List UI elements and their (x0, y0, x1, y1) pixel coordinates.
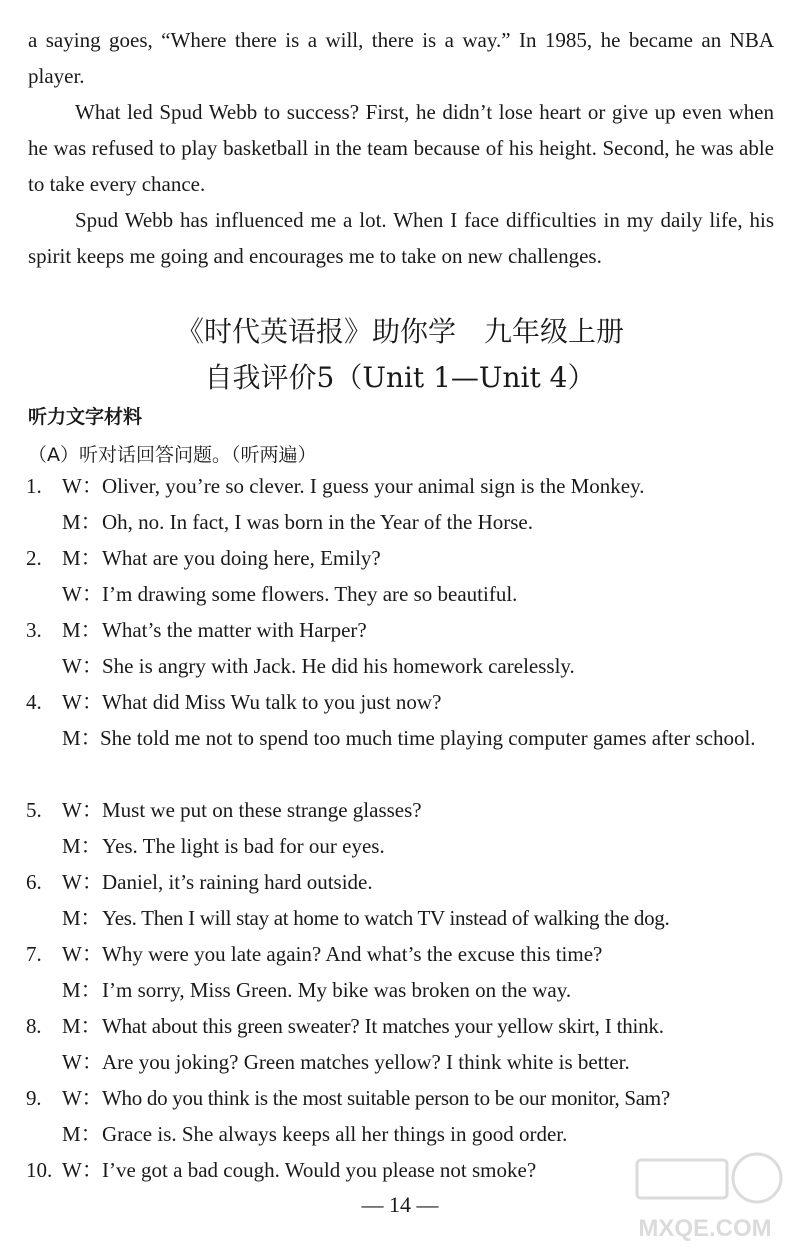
speaker-label: M： (62, 618, 102, 642)
dialogue-text: What about this green sweater? It matches your yellow skirt, I think. (102, 1014, 664, 1038)
dialogue-text: I’m drawing some flowers. They are so beautiful. (102, 582, 518, 606)
watermark-text: MXQE.COM (638, 1215, 772, 1242)
dialogue-line (26, 612, 367, 648)
dialogue-line (62, 720, 102, 756)
question-number: 4. (26, 690, 42, 714)
dialogue-text: Who do you think is the most suitable person to be our monitor, Sam? (102, 1086, 670, 1110)
speaker-label: M： (62, 510, 102, 534)
dialogue-line (62, 972, 571, 1008)
dialogue-line (26, 1152, 536, 1188)
dialogue-line (62, 1044, 630, 1080)
speaker-label: W： (62, 474, 103, 498)
speaker-label: W： (62, 1086, 103, 1110)
speaker-label: M： (62, 546, 102, 570)
dialogue-text: Why were you late again? And what’s the excuse this time? (102, 942, 603, 966)
watermark-box-icon (637, 1160, 727, 1198)
question-number: 8. (26, 1014, 42, 1038)
dialogue-line (26, 684, 441, 720)
dialogue-text: I’m sorry, Miss Green. My bike was broken on the way. (102, 978, 572, 1002)
speaker-label: W： (62, 1050, 103, 1074)
page-subtitle: 自我评价5（Unit 1—Unit 4） (204, 361, 596, 394)
question-number: 3. (26, 618, 42, 642)
speaker-label: M： (62, 978, 102, 1002)
dialogue-line (26, 1080, 670, 1116)
dialogue-text: Grace is. She always keeps all her things in good order. (102, 1122, 568, 1146)
question-number: 1. (26, 474, 42, 498)
dialogue-line (26, 468, 645, 504)
dialogue-line (26, 1008, 664, 1044)
dialogue-text: She is angry with Jack. He did his homework carelessly. (102, 654, 575, 678)
speaker-label: M： (62, 906, 102, 930)
question-number: 10. (26, 1158, 53, 1182)
speaker-label: W： (62, 1158, 103, 1182)
section-heading: 听力文字材料 (28, 406, 143, 428)
story-paragraph-3: Spud Webb has influenced me a lot. When I face difficulties in my daily life, his spirit keeps me going and encourages me to take on new challenges. (28, 208, 774, 268)
story-paragraph-1-continuation: a saying goes, “Where there is a will, there is a way.” In 1985, he became an NBA player. (28, 28, 774, 88)
dialogue-line (62, 576, 517, 612)
dialogue-text: What’s the matter with Harper? (102, 618, 367, 642)
speaker-label: W： (62, 798, 103, 822)
question-number: 6. (26, 870, 42, 894)
dialogue-line (62, 900, 669, 936)
story-paragraph-2: What led Spud Webb to success? First, he didn’t lose heart or give up even when he was refused to play basketball in the team because of his height. Second, he was able to take every chance. (28, 100, 774, 196)
page-title: 《时代英语报》助你学 九年级上册 (175, 315, 624, 348)
question-number: 9. (26, 1086, 42, 1110)
speaker-label: M： (62, 1122, 102, 1146)
dialogue-text: Are you joking? Green matches yellow? I think white is better. (102, 1050, 630, 1074)
dialogue-line (26, 864, 373, 900)
question-number: 5. (26, 798, 42, 822)
speaker-label: M： (62, 1014, 102, 1038)
watermark-circle-icon (733, 1154, 781, 1202)
speaker-label: W： (62, 942, 103, 966)
dialogue-text: I’ve got a bad cough. Would you please not smoke? (102, 1158, 537, 1182)
page-number: — 14 — (361, 1192, 439, 1217)
dialogue-line (62, 504, 533, 540)
speaker-label: M： (62, 726, 102, 750)
dialogue-line (26, 792, 422, 828)
speaker-label: W： (62, 870, 103, 894)
dialogue-line (62, 1116, 567, 1152)
part-a-instruction: （A）听对话回答问题。（听两遍） (28, 444, 317, 466)
dialogue-text: Oliver, you’re so clever. I guess your animal sign is the Monkey. (102, 474, 645, 498)
dialogue-text: Yes. Then I will stay at home to watch TV instead of walking the dog. (102, 906, 670, 930)
question-number: 2. (26, 546, 42, 570)
dialogue-text: Oh, no. In fact, I was born in the Year of the Horse. (102, 510, 533, 534)
speaker-label: W： (62, 690, 103, 714)
dialogue-text: What did Miss Wu talk to you just now? (102, 690, 442, 714)
question-number: 7. (26, 942, 42, 966)
dialogue-text: Daniel, it’s raining hard outside. (102, 870, 373, 894)
dialogue-line (62, 828, 385, 864)
speaker-label: W： (62, 654, 103, 678)
speaker-label: W： (62, 582, 103, 606)
speaker-label: M： (62, 834, 102, 858)
dialogue-text: Must we put on these strange glasses? (102, 798, 422, 822)
dialogue-text-wrapped: She told me not to spend too much time playing computer games after school. (100, 726, 756, 750)
dialogue-line (26, 540, 381, 576)
dialogue-line (62, 648, 575, 684)
dialogue-text: What are you doing here, Emily? (102, 546, 381, 570)
watermark-logo-icon (617, 1150, 792, 1245)
dialogue-line (26, 936, 602, 972)
dialogue-text: Yes. The light is bad for our eyes. (102, 834, 385, 858)
